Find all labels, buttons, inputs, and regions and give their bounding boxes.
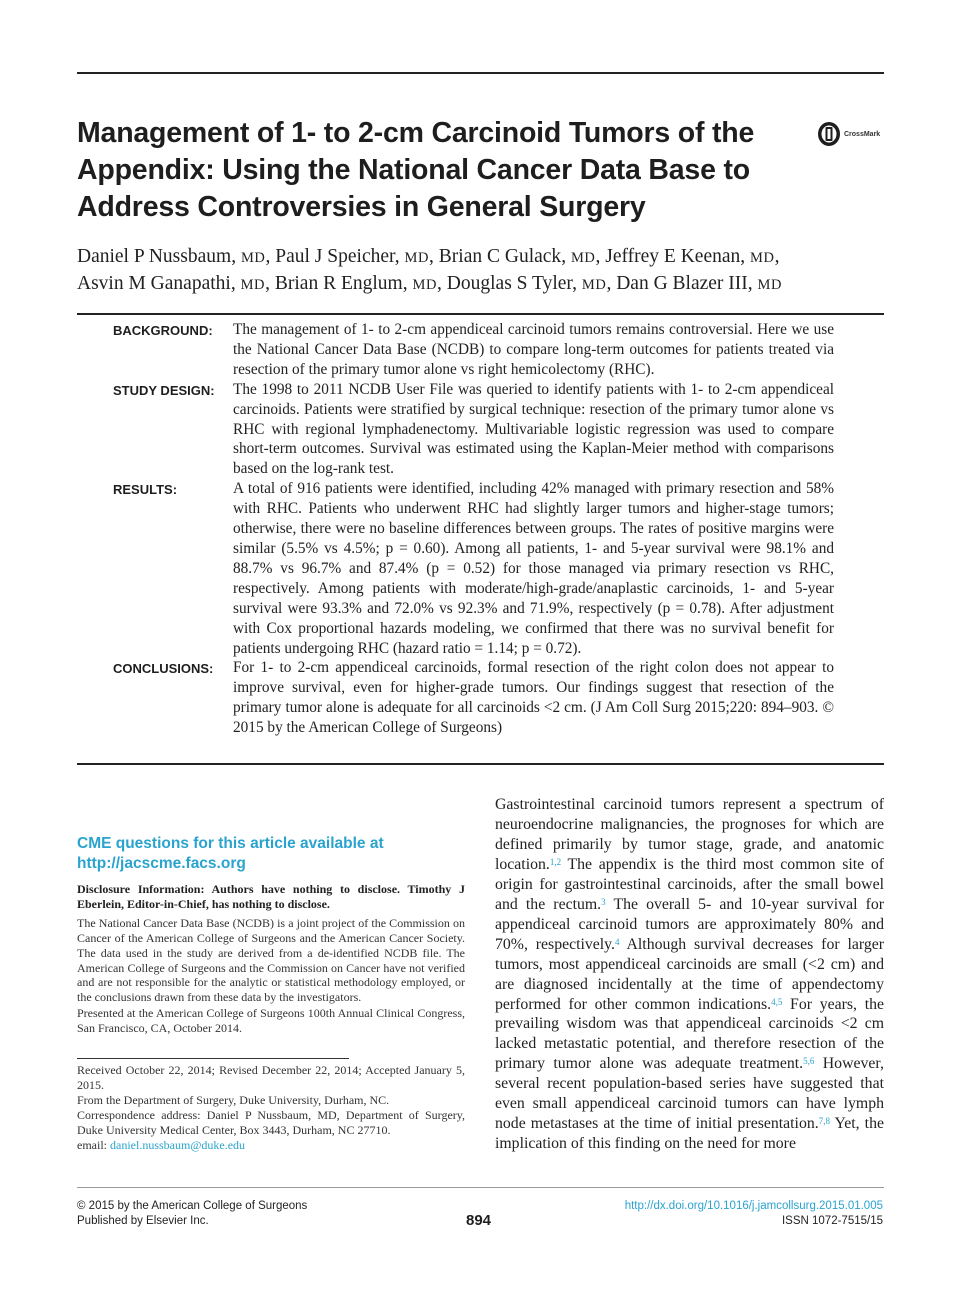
citation-link[interactable]: 5,6 [803, 1056, 815, 1067]
email-link[interactable]: daniel.nussbaum@duke.edu [110, 1137, 246, 1152]
author: Douglas S Tyler, MD, [446, 273, 617, 294]
citation-link[interactable]: 7,8 [818, 1116, 830, 1127]
citation-link[interactable]: 4 [615, 936, 620, 947]
abstract-heading: STUDY DESIGN: [113, 382, 215, 398]
top-rule [77, 72, 884, 74]
presented-note: Presented at the American College of Surgeons 100th Annual Clinical Congress, San Francisco, CA, October 2014. [77, 1006, 465, 1036]
cme-link[interactable]: http://jacscme.facs.org [77, 855, 246, 872]
correspondence: Correspondence address: Daniel P Nussbaum, MD, Department of Surgery, Duke University Medical Center, Box 3443, Durham, NC 27710. [77, 1107, 465, 1137]
article-notes [77, 882, 465, 1037]
received-info [77, 1063, 465, 1152]
abstract-text: For 1- to 2-cm appendiceal carcinoids, formal resection of the right colon does not appear to improve survival, even for higher-grade tumors. Our findings suggest that resection of the primary tumor alone is adequate for all carcinoids <2 cm. (J Am Coll Surg 2015;220: 894–903. © 2015 by the American College of Surgeons) [233, 659, 834, 737]
author: Paul J Speicher, MD, [275, 246, 439, 267]
crossmark-badge[interactable] [817, 121, 880, 147]
abstract-bottom-rule [77, 763, 884, 765]
author: Brian R Englum, MD, [274, 273, 447, 294]
notes-divider [77, 1058, 349, 1059]
abstract-heading: CONCLUSIONS: [113, 661, 214, 677]
received-dates: Received October 22, 2014; Revised December 22, 2014; Accepted January 5, 2015. [77, 1063, 465, 1092]
footer-rule [77, 1187, 884, 1188]
body-paragraph: Gastrointestinal carcinoid tumors represent a spectrum of neuroendocrine malignancies, the prognoses for which are defined primarily by tumor stage, grade, and anatomic location.$^{1,2}$ The appendix is the third most common site of origin for gastrointestinal carcinoids, after the small bowel and the rectum.$^3$ The overall 5- and 10-year survival for appendiceal carcinoid tumors are approximately 80% and 70%, respectively.$^4$ Although survival decreases for larger tumors, most appendiceal carcinoids are small (<2 cm) and are diagnosed incidentally at the time of appendectomy performed for other common indications.$^{4,5}$ For years, the prevailing wisdom was that appendiceal carcinoids <2 cm lacked metastatic potential, and therefore resection of the primary tumor alone was adequate treatment.$^{5,6}$ However, several recent population-based series have suggested that even small appendiceal carcinoid tumors can have lymph node metastases at the time of initial presentation.$^{7,8}$ Yet, the implication of this finding on the need for more [495, 796, 885, 1153]
abstract-top-rule [77, 313, 884, 315]
cme-text: CME questions for this article available at [77, 835, 384, 852]
author: Jeffrey E Keenan, MD, [605, 246, 780, 267]
author: Daniel P Nussbaum, MD, [77, 246, 276, 267]
citation-link[interactable]: 3 [601, 896, 606, 907]
email-line: email: daniel.nussbaum@duke.edu [77, 1137, 246, 1152]
author: Dan G Blazer III, MD [616, 273, 783, 294]
abstract-text: The management of 1- to 2-cm appendiceal carcinoid tumors remains controversial. Here we use the National Cancer Data Base (NCDB) to compare long-term outcomes for patients treated via resection of the primary tumor alone vs right hemicolectomy (RHC). [233, 321, 834, 378]
abstract-conclusions [113, 658, 835, 738]
doi-link[interactable]: http://dx.doi.org/10.1016/j.jamcollsurg.2015.01.005 [624, 1200, 883, 1212]
ncdb-note: The National Cancer Data Base (NCDB) is a joint project of the Commission on Cancer of the American College of Surgeons and the American Cancer Society. The data used in the study are derived from a de-identified NCDB file. The American College of Surgeons and the Commission on Cancer have not verified and are not responsible for the analytic or statistical methodology employed, or the conclusions drawn from these data by the investigators. [77, 915, 465, 1005]
copyright: © 2015 by the American College of Surgeons [77, 1200, 308, 1212]
abstract-text: A total of 916 patients were identified, including 42% managed with primary resection and 58% with RHC. Patients who underwent RHC had slightly larger tumors and higher-stage tumors; otherwise, there were no baseline differences between groups. The rates of positive margins were similar (5.5% vs 4.5%; p = 0.60). Among all patients, 1- and 5-year survival were 98.1% and 88.7% vs 96.7% and 87.4% (p = 0.52) for those managed via primary resection vs RHC, respectively. Among patients with moderate/high-grade/anaplastic carcinoids, 1- and 5-year survival were 93.3% and 72.0% vs 92.3% and 71.9%, respectively (p = 0.78). After adjustment with Cox proportional hazards modeling, we confirmed that there was no survival benefit for patients undergoing RHC (hazard ratio = 1.14; p = 0.72). [233, 480, 834, 657]
author: Brian C Gulack, MD, [438, 246, 606, 267]
crossmark-icon [817, 121, 841, 147]
article-title: Management of 1- to 2-cm Carcinoid Tumors of the Appendix: Using the National Cancer Data Base to Address Controversies in General Surgery [77, 117, 755, 223]
abstract-background [113, 320, 835, 380]
cme-notice [77, 834, 407, 874]
department: From the Department of Surgery, Duke University, Durham, NC. [77, 1092, 390, 1107]
author-list [77, 244, 857, 298]
author: Asvin M Ganapathi, MD, [77, 273, 275, 294]
abstract [113, 320, 835, 738]
abstract-results [113, 479, 835, 658]
abstract-heading: BACKGROUND: [113, 323, 213, 338]
footer-left [77, 1199, 307, 1229]
abstract-study-design [113, 380, 835, 480]
issn: ISSN 1072-7515/15 [781, 1215, 883, 1227]
page-number: 894 [466, 1212, 492, 1229]
footer-right [625, 1199, 883, 1229]
citation-link[interactable]: 1,2 [549, 856, 562, 867]
abstract-text: The 1998 to 2011 NCDB User File was queried to identify patients with 1- to 2-cm appendiceal carcinoids. Patients were stratified by surgical technique: resection of the primary tumor alone vs RHC with regional lymphadenectomy. Multivariable logistic regression was used to compare short-term outcomes. Survival was estimated using the Kaplan-Meier method with comparisons based on the log-rank test. [233, 380, 834, 478]
citation-link[interactable]: 4,5 [771, 996, 783, 1007]
crossmark-label: CrossMark [844, 130, 881, 138]
disclosure-note: Disclosure Information: Authors have nothing to disclose. Timothy J Eberlein, Editor-in-Chief, has nothing to disclose. [77, 882, 465, 911]
publisher: Published by Elsevier Inc. [77, 1215, 209, 1227]
abstract-heading: RESULTS: [113, 482, 178, 498]
